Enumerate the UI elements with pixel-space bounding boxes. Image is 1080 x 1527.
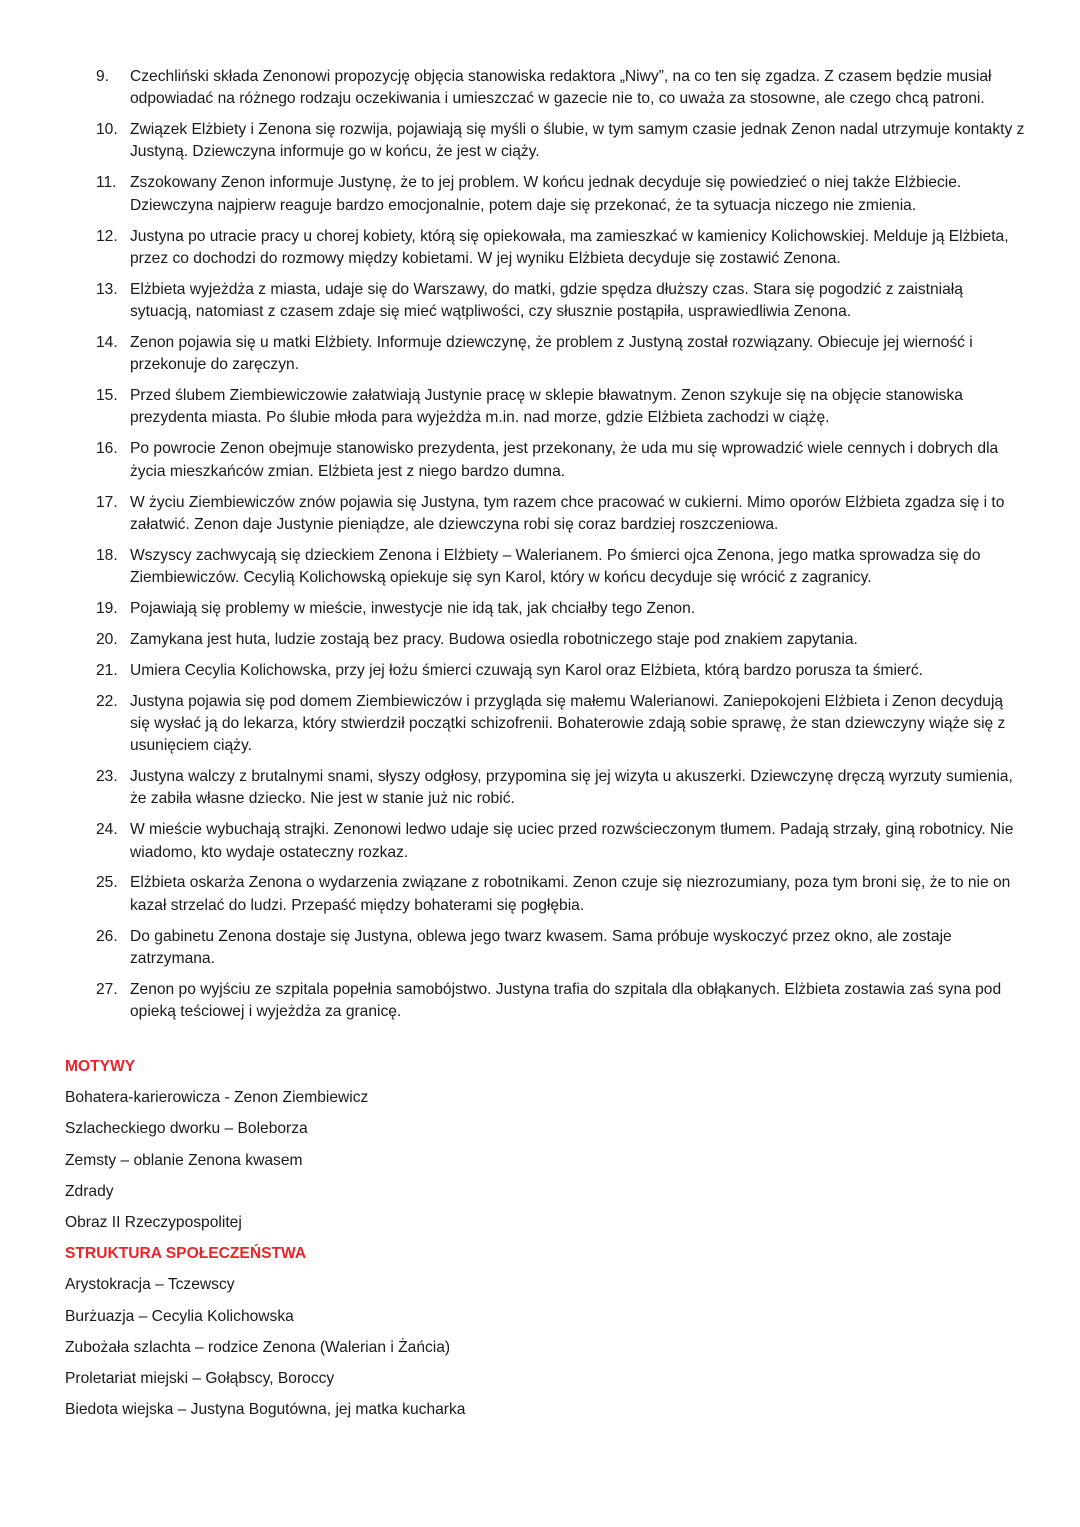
item-number: 20. [96, 630, 118, 648]
list-item [96, 766, 1026, 811]
list-item [96, 629, 1026, 651]
item-number: 16. [96, 440, 118, 458]
plot-summary-list [96, 66, 1026, 1032]
item-number: 17. [96, 493, 118, 511]
item-text: Przed ślubem Ziembiewiczowie załatwiają Justynie pracę w sklepie bławatnym. Zenon szykuje się na objęcie stanowiska prezydenta miasta. Po ślubie młoda para wyjeżdża m.in. nad morze, gdzie Elżbieta zachodzi w ciążę. [130, 387, 963, 427]
item-text: Związek Elżbiety i Zenona się rozwija, pojawiają się myśli o ślubie, w tym samym czasie jednak Zenon nadal utrzymuje kontakty z Justyną. Dziewczyna informuje go w końcu, że jest w ciąży. [130, 121, 1025, 161]
motif-item: Zdrady [65, 1182, 114, 1200]
item-text: Umiera Cecylia Kolichowska, przy jej łożu śmierci czuwają syn Karol oraz Elżbieta, którą bardzo porusza ta śmierć. [130, 661, 923, 679]
list-item [96, 66, 1026, 111]
social-class-item: Proletariat miejski – Gołąbscy, Boroccy [65, 1369, 335, 1387]
item-text: Czechliński składa Zenonowi propozycję objęcia stanowiska redaktora „Niwy”, na co ten się zgadza. Z czasem będzie musiał odpowiadać na różnego rodzaju oczekiwania i umieszczać w gazecie nie to, co uważa za stosowne, ale czego chcą patroni. [130, 68, 992, 108]
item-text: Do gabinetu Zenona dostaje się Justyna, oblewa jego twarz kwasem. Sama próbuje wyskoczyć przez okno, ale zostaje zatrzymana. [130, 927, 952, 967]
list-item [96, 226, 1026, 271]
item-text: Po powrocie Zenon obejmuje stanowisko prezydenta, jest przekonany, że uda mu się wprowadzić wiele cennych i dobrych dla życia mieszkańców zmian. Elżbieta jest z niego bardzo dumna. [130, 440, 999, 480]
item-number: 25. [96, 874, 118, 892]
item-number: 9. [96, 68, 110, 85]
item-text: Justyna walczy z brutalnymi snami, słyszy odgłosy, przypomina się jej wizyta u akuszerki. Dziewczynę dręczą wyrzuty sumienia, że zabiła własne dziecko. Nie jest w stanie już nic robić. [130, 768, 1013, 808]
list-item [96, 279, 1026, 324]
item-number: 10. [96, 121, 118, 139]
item-number: 14. [96, 333, 118, 351]
item-number: 26. [96, 927, 118, 945]
motif-item: Bohatera-karierowicza - Zenon Ziembiewicz [65, 1089, 369, 1107]
item-text: Zszokowany Zenon informuje Justynę, że to jej problem. W końcu jednak decyduje się powiedzieć o niej także Elżbiecie. Dziewczyna najpierw reaguje bardzo emocjonalnie, potem daje się przekonać, że ta sytuacja niczego nie zmienia. [130, 174, 962, 214]
motif-item: Szlacheckiego dworku – Boleborza [65, 1120, 308, 1138]
sections [65, 1056, 1025, 1430]
item-number: 24. [96, 821, 118, 839]
item-number: 11. [96, 174, 117, 192]
list-item [96, 332, 1026, 377]
list-item [96, 979, 1026, 1024]
item-number: 27. [96, 980, 118, 998]
social-class-item: Biedota wiejska – Justyna Bogutówna, jej matka kucharka [65, 1401, 466, 1419]
social-class-item: Arystokracja – Tczewscy [65, 1276, 235, 1294]
item-number: 12. [96, 227, 118, 245]
item-text: Pojawiają się problemy w mieście, inwestycje nie idą tak, jak chciałby tego Zenon. [130, 599, 696, 617]
item-text: Justyna po utracie pracy u chorej kobiety, którą się opiekowała, ma zamieszkać w kamienicy Kolichowskiej. Melduje ją Elżbieta, przez co dochodzi do rozmowy między kobietami. W jej wyniku Elżbieta decyduje się zostawić Zenona. [130, 227, 1009, 267]
item-text: W życiu Ziembiewiczów znów pojawia się Justyna, tym razem chce pracować w cukierni. Mimo oporów Elżbieta zgadza się i to załatwić. Zenon daje Justynie pieniądze, ale dziewczyna robi się coraz bardziej roszczeniowa. [130, 493, 1005, 533]
social-structure-heading: STRUKTURA SPOŁECZEŃSTWA [65, 1245, 307, 1263]
list-item [96, 819, 1026, 864]
item-number: 22. [96, 692, 118, 710]
list-item [96, 492, 1026, 537]
item-text: Zamykana jest huta, ludzie zostają bez pracy. Budowa osiedla robotniczego staje pod znakiem zapytania. [130, 630, 858, 648]
list-item [96, 385, 1026, 430]
item-number: 19. [96, 599, 118, 617]
motif-item: Zemsty – oblanie Zenona kwasem [65, 1151, 303, 1169]
motifs-heading: MOTYWY [65, 1058, 136, 1075]
motif-item: Obraz II Rzeczypospolitej [65, 1213, 242, 1231]
item-text: Zenon pojawia się u matki Elżbiety. Informuje dziewczynę, że problem z Justyną został rozwiązany. Obiecuje jej wierność i przekonuje do zaręczyn. [130, 333, 973, 374]
list-item [96, 691, 1026, 758]
list-item [96, 926, 1026, 971]
list-item [96, 872, 1026, 917]
item-text: Elżbieta wyjeżdża z miasta, udaje się do Warszawy, do matki, gdzie spędza dłuższy czas. Stara się pogodzić z zaistniałą sytuacją, natomiast z czasem zdaje się mieć wątpliwości, czy słusznie postąpiła, usprawiedliwia Zenona. [130, 280, 963, 321]
item-number: 15. [96, 387, 118, 405]
item-number: 23. [96, 768, 118, 786]
list-item [96, 438, 1026, 483]
list-item [96, 545, 1026, 590]
list-item [96, 119, 1026, 164]
item-text: Elżbieta oskarża Zenona o wydarzenia związane z robotnikami. Zenon czuje się niezrozumiany, poza tym broni się, że to nie on kazał strzelać do ludzi. Przepaść między bohaterami się pogłębia. [130, 874, 1011, 914]
social-class-item: Zubożała szlachta – rodzice Zenona (Walerian i Żańcia) [65, 1338, 451, 1356]
list-item [96, 172, 1026, 217]
social-class-item: Burżuazja – Cecylia Kolichowska [65, 1307, 294, 1325]
item-text: W mieście wybuchają strajki. Zenonowi ledwo udaje się uciec przed rozwścieczonym tłumem. Padają strzały, giną robotnicy. Nie wiadomo, kto wydaje ostateczny rozkaz. [130, 821, 1014, 861]
item-number: 13. [96, 280, 118, 298]
item-text: Justyna pojawia się pod domem Ziembiewiczów i przygląda się małemu Walerianowi. Zaniepokojeni Elżbieta i Zenon decydują się wysłać ją do lekarza, który stwierdził początki schizofrenii. Bohaterowie zdają sobie sprawę, że stan dziewczyny wiąże się z usunięciem ciąży. [130, 692, 1006, 755]
list-item [96, 660, 1026, 682]
list-item [96, 598, 1026, 620]
item-number: 21. [96, 661, 118, 679]
item-number: 18. [96, 546, 118, 564]
item-text: Zenon po wyjściu ze szpitala popełnia samobójstwo. Justyna trafia do szpitala dla obłąkanych. Elżbieta zostawia zaś syna pod opieką teściowej i wyjeżdża za granicę. [130, 980, 1002, 1021]
item-text: Wszyscy zachwycają się dzieckiem Zenona i Elżbiety – Walerianem. Po śmierci ojca Zenona, jego matka sprowadza się do Ziembiewiczów. Cecylią Kolichowską opiekuje się syn Karol, który w końcu decyduje się wrócić z zagranicy. [130, 546, 981, 586]
